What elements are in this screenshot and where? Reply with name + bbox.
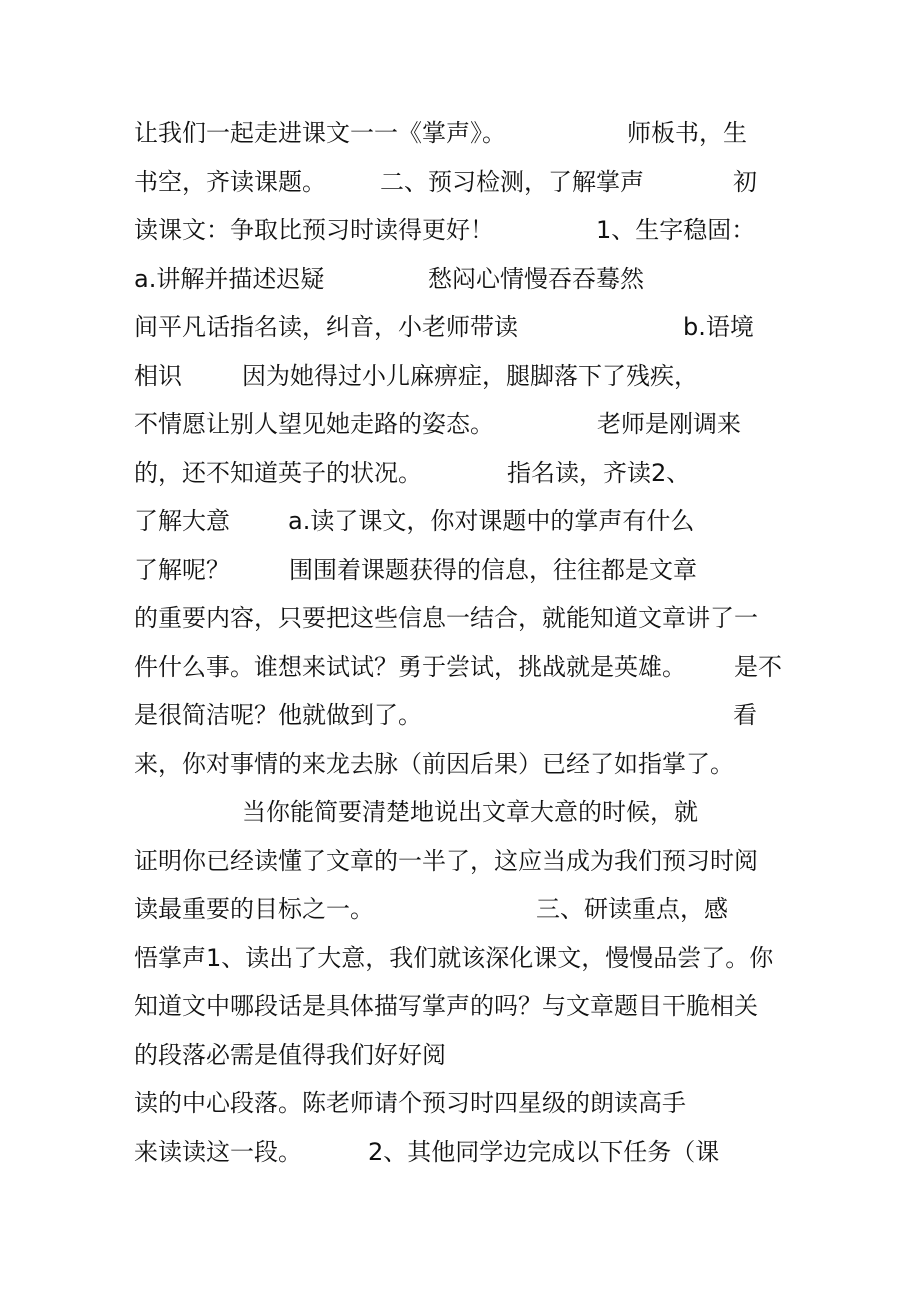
text-segment: 读课文：争取比预习时读得更好！ [134,216,494,244]
text-segment: 知道文中哪段话是具体描写掌声的吗？与文章题目干脆相关 [134,992,758,1020]
text-segment: 指名读，齐读2、 [507,459,691,487]
text-segment: 件什么事。谁想来试试？勇于尝试，挑战就是英雄。 [134,653,686,681]
text-segment: a.读了课文，你对课题中的掌声有什么 [288,507,695,535]
text-segment: 的，还不知道英子的状况。 [134,459,422,487]
text-segment: 是不 [734,653,782,681]
text-segment: 相识 [134,362,182,390]
text-segment: 初 [733,168,757,196]
text-segment: 读最重要的目标之一。 [134,895,374,923]
text-segment: 悟掌声1、读出了大意，我们就该深化课文，慢慢品尝了。你 [134,944,774,972]
text-segment: 因为她得过小儿麻痹症，腿脚落下了残疾， [242,362,698,390]
text-segment: 来，你对事情的来龙去脉（前因后果）已经了如指掌了。 [134,750,734,778]
text-segment: b.语境 [683,313,754,341]
text-segment: 当你能简要清楚地说出文章大意的时候，就 [242,798,698,826]
text-segment: 间平凡话指名读，纠音，小老师带读 [134,313,518,341]
text-segment: 让我们一起走进课文一一《掌声》。 [134,119,506,147]
text-segment: 看 [733,701,757,729]
text-segment: a.讲解并描述迟疑 [134,265,325,293]
text-segment: 三、研读重点，感 [536,895,728,923]
text-segment: 书空，齐读课题。 [134,168,326,196]
text-segment: 证明你已经读懂了文章的一半了，这应当成为我们预习时阅 [134,847,758,875]
text-segment: 不情愿让别人望见她走路的姿态。 [134,410,494,438]
text-segment: 了解大意 [134,507,230,535]
text-segment: 2、其他同学边完成以下任务（课 [368,1138,720,1166]
text-segment: 的段落必需是值得我们好好阅 [134,1041,446,1069]
text-segment: 读的中心段落。陈老师请个预习时四星级的朗读高手 [134,1089,686,1117]
text-segment: 是很简洁呢？他就做到了。 [134,701,422,729]
text-segment: 的重要内容，只要把这些信息一结合，就能知道文章讲了一 [134,604,758,632]
text-segment: 师板书，生 [627,119,747,147]
text-segment: 二、预习检测，了解掌声 [380,168,644,196]
text-segment: 1、生字稳固： [596,216,756,244]
text-segment: 来读读这一段。 [134,1138,302,1166]
text-segment: 愁闷心情慢吞吞蓦然 [428,265,644,293]
text-segment: 了解呢？ [134,556,230,584]
text-segment: 老师是刚调来 [597,410,741,438]
text-segment: 围围着课题获得的信息，往往都是文章 [289,556,697,584]
